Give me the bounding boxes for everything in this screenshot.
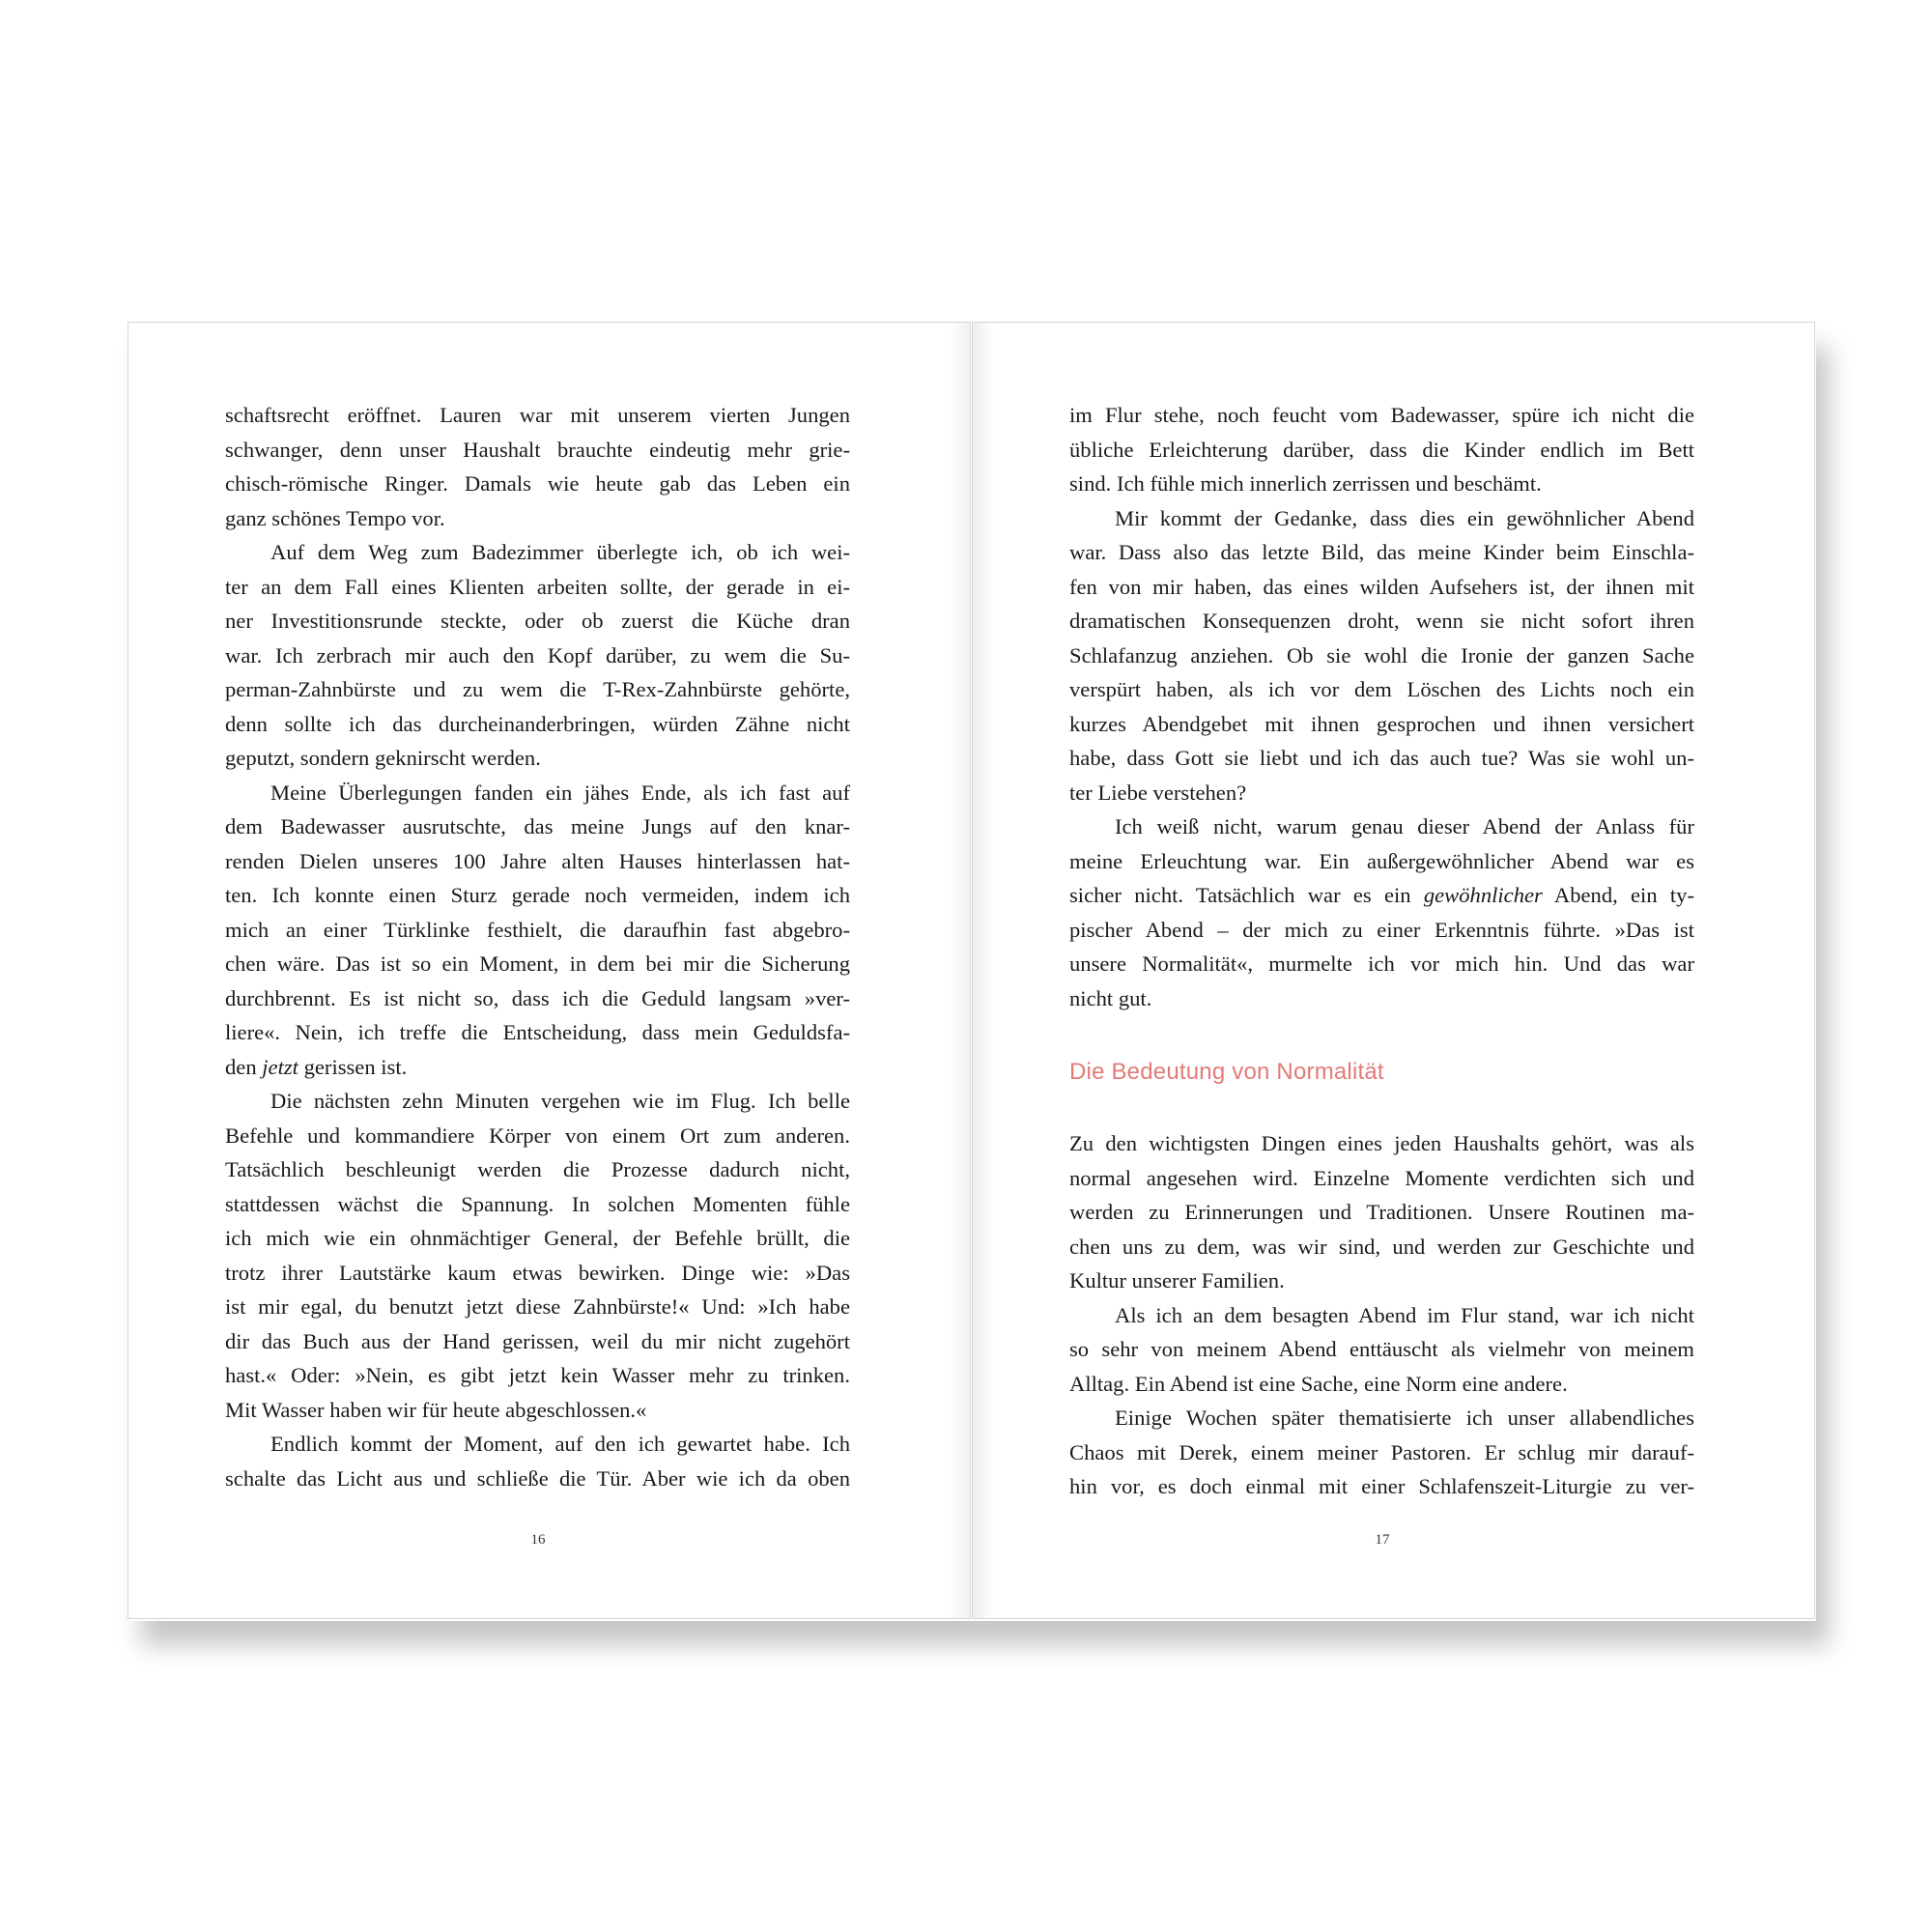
text-line: hast.« Oder: »Nein, es gibt jetzt kein Wasser mehr zu trinken. [225, 1363, 850, 1387]
text-line: Einige Wochen später thematisierte ich unser allabendliches [1115, 1406, 1694, 1430]
text-line: so sehr von meinem Abend enttäuscht als vielmehr von meinem [1069, 1337, 1694, 1361]
text-line: Alltag. Ein Abend ist eine Sache, eine Norm eine andere. [1069, 1371, 1568, 1396]
book-spread [128, 322, 1816, 1621]
text-line: habe, dass Gott sie liebt und ich das auch tue? Was sie wohl un- [1069, 746, 1694, 770]
text-line: Chaos mit Derek, einem meiner Pastoren. Er schlug mir darauf- [1069, 1439, 1694, 1464]
text-line: ich mich wie ein ohnmächtiger General, der Befehle brüllt, die [225, 1226, 850, 1250]
right-page-text [1069, 398, 1694, 1504]
text-line: trotz ihrer Lautstärke kaum etwas bewirken. Dinge wie: »Das [225, 1260, 850, 1285]
text-line: fen von mir haben, das eines wilden Aufsehers ist, der ihnen mit [1069, 574, 1694, 599]
page-number: 16 [530, 1532, 546, 1548]
text-line: Auf dem Weg zum Badezimmer überlegte ich, ob ich wei- [270, 540, 850, 564]
text-line: renden Dielen unseres 100 Jahre alten Hauses hinterlassen hat- [225, 848, 850, 873]
text-line: denn sollte ich das durcheinanderbringen, würden Zähne nicht [225, 711, 850, 736]
text-line: durchbrennt. Es ist nicht so, dass ich die Geduld langsam »ver- [225, 985, 850, 1010]
text-line: Kultur unserer Familien. [1069, 1268, 1285, 1293]
right-page [972, 322, 1815, 1619]
text-line: geputzt, sondern geknirscht werden. [225, 746, 541, 770]
text-line: werden zu Erinnerungen und Traditionen. Unsere Routinen ma- [1069, 1200, 1694, 1224]
text-line: unsere Normalität«, murmelte ich vor mich hin. Und das war [1069, 952, 1694, 976]
emphasis: gewöhnlicher [1423, 883, 1543, 907]
text-line: ter Liebe verstehen? [1069, 780, 1247, 805]
text-line: schwanger, denn unser Haushalt brauchte eindeutig mehr grie- [225, 437, 850, 462]
text-line: schaftsrecht eröffnet. Lauren war mit unserem vierten Jungen [225, 403, 850, 427]
text-line: hin vor, es doch einmal mit einer Schlafenszeit-Liturgie zu ver- [1069, 1474, 1694, 1498]
text-line: mich an einer Türklinke festhielt, die daraufhin fast abgebro- [225, 917, 850, 942]
left-page [128, 322, 971, 1619]
text-line: Endlich kommt der Moment, auf den ich gewartet habe. Ich [270, 1432, 850, 1456]
text-block-after-heading [1069, 1126, 1694, 1504]
text-segment: Abend, ein ty- [1553, 883, 1694, 907]
text-line: im Flur stehe, noch feucht vom Badewasser, spüre ich nicht die [1069, 403, 1694, 427]
text-line: Mit Wasser haben wir für heute abgeschlossen.« [225, 1397, 647, 1422]
text-block-before-heading [1069, 398, 1694, 1015]
text-line: Als ich an dem besagten Abend im Flur stand, war ich nicht [1115, 1302, 1694, 1327]
gutter-shadow [973, 323, 994, 1618]
text-line: Die nächsten zehn Minuten vergehen wie im Flug. Ich belle [270, 1089, 850, 1113]
left-page-text [225, 398, 850, 1495]
text-line: Tatsächlich beschleunigt werden die Prozesse dadurch nicht, [225, 1157, 850, 1181]
text-line [1069, 878, 1694, 913]
text-line: pischer Abend – der mich zu einer Erkenntnis führte. »Das ist [1069, 917, 1694, 942]
text-segment: den [225, 1054, 257, 1079]
section-heading: Die Bedeutung von Normalität [1069, 1059, 1384, 1085]
text-line: dir das Buch aus der Hand gerissen, weil du mir nicht zugehört [225, 1328, 850, 1353]
text-line: kurzes Abendgebet mit ihnen gesprochen und ihnen versichert [1069, 711, 1694, 736]
text-line: perman-Zahnbürste und zu wem die T-Rex-Zahnbürste gehörte, [225, 677, 850, 701]
gutter-shadow [949, 323, 970, 1618]
text-line: normal angesehen wird. Einzelne Momente verdichten sich und [1069, 1165, 1694, 1190]
text-line: Ich weiß nicht, warum genau dieser Abend der Anlass für [1115, 814, 1694, 838]
text-line: chisch-römische Ringer. Damals wie heute gab das Leben ein [225, 471, 850, 496]
text-line [225, 1050, 850, 1085]
text-line: ter an dem Fall eines Klienten arbeiten sollte, der gerade in ei- [225, 574, 850, 599]
text-line: übliche Erleichterung darüber, dass die Kinder endlich im Bett [1069, 437, 1694, 462]
text-line: nicht gut. [1069, 985, 1152, 1010]
text-line: war. Ich zerbrach mir auch den Kopf darüber, zu wem die Su- [225, 642, 850, 668]
text-line: dramatischen Konsequenzen droht, wenn sie nicht sofort ihren [1069, 609, 1694, 633]
text-line: Schlafanzug anziehen. Ob sie wohl die Ironie der ganzen Sache [1069, 642, 1694, 668]
page-number: 17 [1375, 1532, 1390, 1548]
text-line: Befehle und kommandiere Körper von einem Ort zum anderen. [225, 1122, 850, 1148]
text-line: war. Dass also das letzte Bild, das meine Kinder beim Einschla- [1069, 540, 1694, 564]
section-spacer [1069, 1015, 1694, 1056]
text-line: meine Erleuchtung war. Ein außergewöhnlicher Abend war es [1069, 848, 1694, 873]
text-line: ganz schönes Tempo vor. [225, 505, 445, 530]
text-line: verspürt haben, als ich vor dem Löschen des Lichts noch ein [1069, 677, 1694, 701]
text-line: ten. Ich konnte einen Sturz gerade noch vermeiden, indem ich [225, 883, 850, 907]
text-line: chen uns zu dem, was wir sind, und werden zur Geschichte und [1069, 1234, 1694, 1259]
emphasis: jetzt [262, 1054, 298, 1079]
text-segment: gerissen ist. [303, 1054, 408, 1079]
text-line: Meine Überlegungen fanden ein jähes Ende, als ich fast auf [270, 780, 850, 805]
text-line: chen wäre. Das ist so ein Moment, in dem bei mir die Sicherung [225, 952, 850, 976]
text-line: dem Badewasser ausrutschte, das meine Jungs auf den knar- [225, 814, 850, 838]
text-line: Zu den wichtigsten Dingen eines jeden Haushalts gehört, was als [1069, 1131, 1694, 1155]
text-line: Mir kommt der Gedanke, dass dies ein gewöhnlicher Abend [1115, 505, 1694, 530]
text-segment: sicher nicht. Tatsächlich war es ein [1069, 883, 1411, 907]
text-line: stattdessen wächst die Spannung. In solchen Momenten fühle [225, 1191, 850, 1216]
text-line: schalte das Licht aus und schließe die Tür. Aber wie ich da oben [225, 1465, 850, 1491]
text-line: sind. Ich fühle mich innerlich zerrissen und beschämt. [1069, 471, 1542, 496]
text-line: ist mir egal, du benutzt jetzt diese Zahnbürste!« Und: »Ich habe [225, 1294, 850, 1319]
text-line: ner Investitionsrunde steckte, oder ob zuerst die Küche dran [225, 609, 850, 633]
text-line: liere«. Nein, ich treffe die Entscheidung, dass mein Geduldsfa- [225, 1020, 850, 1044]
